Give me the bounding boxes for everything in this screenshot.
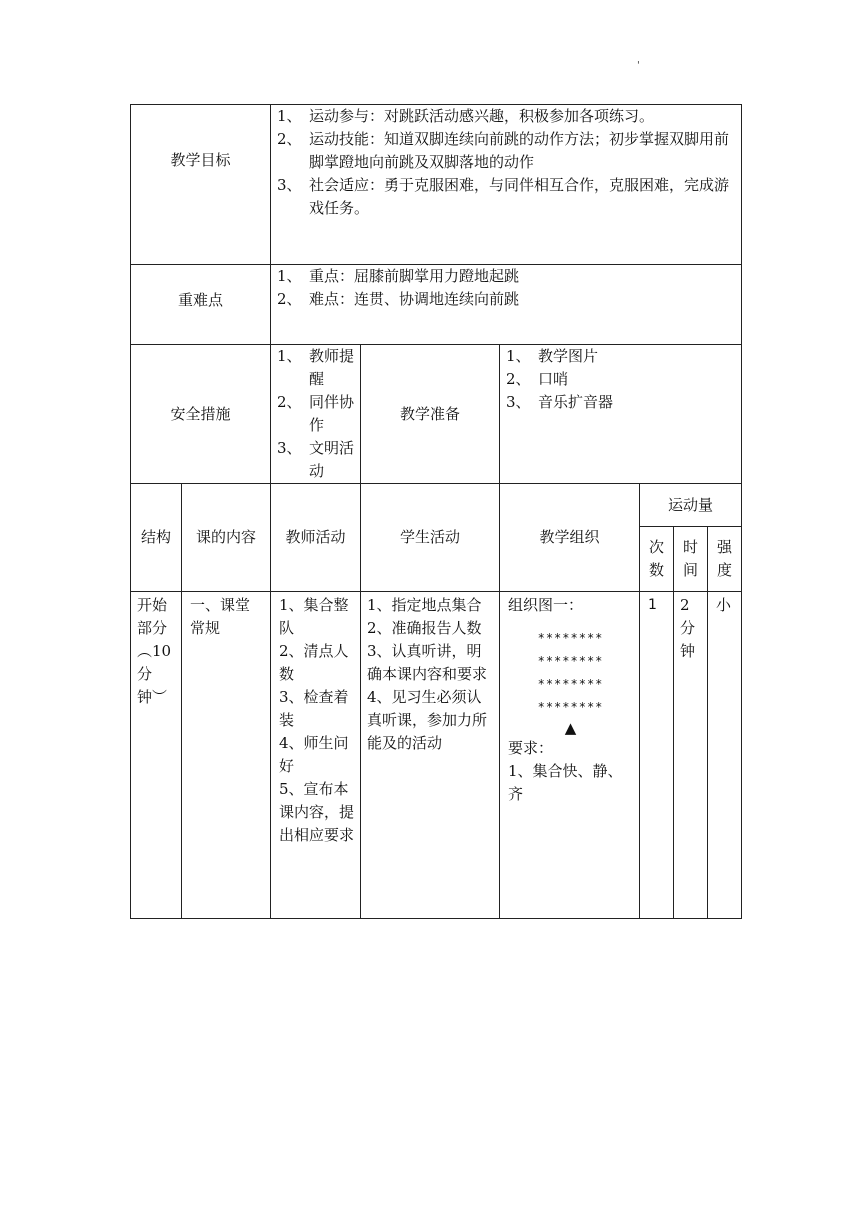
item-number: 3、 — [506, 393, 531, 411]
item-text: 口哨 — [538, 370, 569, 388]
organization-title: 组织图一： — [508, 596, 584, 614]
item-number: 1、 — [277, 267, 302, 285]
safety-item — [277, 391, 354, 437]
formation-row: ******** — [537, 654, 604, 668]
item-number: 1、 — [277, 347, 302, 365]
item-text: 运动参与：对跳跃活动感兴趣，积极参加各项练习。 — [309, 107, 655, 125]
item-text: 运动技能：知道双脚连续向前跳的动作方法；初步掌握双脚用前脚掌蹬地向前跳及双脚落地的动作 — [309, 130, 730, 171]
objectives-cell — [271, 105, 742, 265]
item-number: 3、 — [277, 439, 302, 457]
key-points-cell — [271, 265, 742, 345]
formation-row: ******** — [537, 700, 604, 714]
preparation-label: 教学准备 — [361, 345, 500, 484]
structure-cell: 开始部分︵10分钟︶ — [131, 592, 182, 919]
header-load: 运动量 — [640, 484, 742, 527]
page-mark: ' — [637, 60, 640, 71]
teacher-marker-icon: ▲ — [564, 719, 577, 737]
safety-list — [277, 345, 354, 483]
safety-item — [277, 345, 354, 391]
teacher-activity-cell: 1、集合整队 2、清点人数 3、检查着装 4、师生问好 5、宣布本课内容，提出相应要求 — [271, 592, 361, 919]
objectives-list — [277, 105, 735, 220]
header-student: 学生活动 — [361, 484, 500, 592]
preparation-cell — [500, 345, 742, 484]
item-number: 2、 — [506, 370, 531, 388]
requirement-text: 1、集合快、静、齐 — [508, 762, 623, 803]
item-text: 教师提醒 — [309, 347, 355, 388]
item-text: 难点：连贯、协调地连续向前跳 — [309, 290, 520, 308]
header-row — [131, 484, 742, 527]
formation-row: ******** — [537, 677, 604, 691]
student-activity-cell: 1、指定地点集合 2、准确报告人数 3、认真听讲，明确本课内容和要求 4、见习生必须认真听课，参加力所能及的活动 — [361, 592, 500, 919]
objectives-item — [277, 174, 735, 220]
intensity-cell: 小 — [708, 592, 742, 919]
item-text: 文明活动 — [309, 439, 355, 480]
item-number: 2、 — [277, 290, 302, 308]
safety-label: 安全措施 — [131, 345, 271, 484]
item-text: 同伴协作 — [309, 393, 355, 434]
organization-cell — [500, 592, 640, 919]
objectives-item — [277, 128, 735, 174]
preparation-item — [506, 345, 735, 368]
requirement-label: 要求： — [508, 739, 554, 757]
item-number: 1、 — [277, 107, 302, 125]
item-text: 重点：屈膝前脚掌用力蹬地起跳 — [309, 267, 520, 285]
preparation-item — [506, 368, 735, 391]
key-points-label: 重难点 — [131, 265, 271, 345]
count-cell: 1 — [640, 592, 674, 919]
item-number: 1、 — [506, 347, 531, 365]
formation-row: ******** — [537, 631, 604, 645]
key-points-row — [131, 265, 742, 345]
header-structure: 结构 — [131, 484, 182, 592]
objectives-label: 教学目标 — [131, 105, 271, 265]
header-teacher: 教师活动 — [271, 484, 361, 592]
item-number: 2、 — [277, 130, 302, 148]
item-number: 2、 — [277, 393, 302, 411]
key-points-list — [277, 265, 735, 311]
safety-item — [277, 437, 354, 483]
key-points-item — [277, 265, 735, 288]
key-points-item — [277, 288, 735, 311]
safety-cell — [271, 345, 361, 484]
header-intensity: 强度 — [708, 527, 742, 592]
item-text: 社会适应：勇于克服困难，与同伴相互合作，克服困难，完成游戏任务。 — [309, 176, 730, 217]
objectives-row — [131, 105, 742, 265]
content-cell: 一、课堂常规 — [182, 592, 271, 919]
formation-diagram — [508, 627, 633, 719]
header-count: 次数 — [640, 527, 674, 592]
lesson-plan-table — [130, 104, 742, 919]
time-cell: 2分钟 — [674, 592, 708, 919]
preparation-list — [506, 345, 735, 414]
header-time: 时间 — [674, 527, 708, 592]
item-text: 音乐扩音器 — [538, 393, 614, 411]
lesson-row — [131, 592, 742, 919]
header-organization: 教学组织 — [500, 484, 640, 592]
preparation-item — [506, 391, 735, 414]
item-number: 3、 — [277, 176, 302, 194]
item-text: 教学图片 — [538, 347, 599, 365]
objectives-item — [277, 105, 735, 128]
header-content: 课的内容 — [182, 484, 271, 592]
safety-row — [131, 345, 742, 484]
